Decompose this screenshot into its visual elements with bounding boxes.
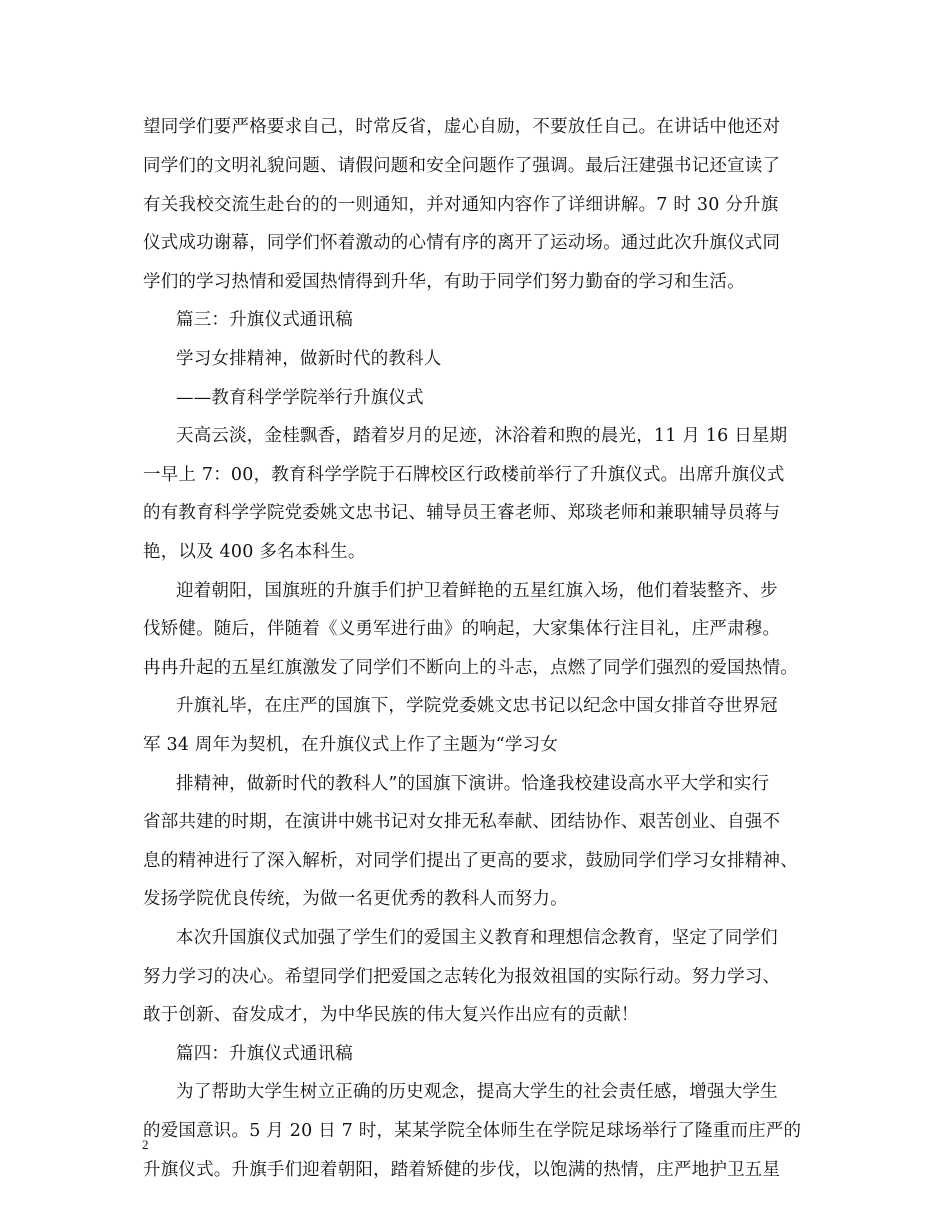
text-line: 升旗礼毕，在庄严的国旗下，学院党委姚文忠书记以纪念中国女排首夺世界冠: [176, 696, 778, 716]
text-line: 努力学习的决心。希望同学们把爱国之志转化为报效祖国的实际行动。努力学习、: [143, 967, 781, 987]
text-line: 学们的学习热情和爱国热情得到升华，有助于同学们努力勤奋的学习和生活。: [143, 272, 745, 292]
text-line: 发扬学院优良传统，为做一名更优秀的教科人而努力。: [143, 889, 568, 909]
text-line: 的爱国意识。5 月 20 日 7 时，某某学院全体师生在学院足球场举行了隆重而庄严的: [143, 1121, 802, 1141]
text-line: 本次升国旗仪式加强了学生们的爱国主义教育和理想信念教育，坚定了同学们: [176, 928, 778, 948]
text-line: 有关我校交流生赴台的的一则通知，并对通知内容作了详细讲解。7 时 30 分升旗: [143, 195, 779, 215]
text-line: 排精神，做新时代的教科人”的国旗下演讲。恰逢我校建设高水平大学和实行: [176, 774, 770, 794]
text-line: 望同学们要严格要求自己，时常反省，虚心自励，不要放任自己。在讲话中他还对: [143, 117, 781, 137]
text-line: 天高云淡，金桂飘香，踏着岁月的足迹，沐浴着和煦的晨光，11 月 16 日星期: [176, 426, 788, 446]
page-number: 2: [142, 1137, 149, 1152]
text-line: 敢于创新、奋发成才，为中华民族的伟大复兴作出应有的贡献！: [143, 1005, 639, 1025]
text-line: 迎着朝阳，国旗班的升旗手们护卫着鲜艳的五星红旗入场，他们着装整齐、步: [176, 581, 778, 601]
text-line: 一早上 7：00，教育科学学院于石牌校区行政楼前举行了升旗仪式。出席升旗仪式: [143, 465, 785, 485]
text-line: 艳，以及 400 多名本科生。: [143, 542, 366, 562]
section-heading: 篇四：升旗仪式通讯稿: [176, 1044, 353, 1064]
article-title: 学习女排精神，做新时代的教科人: [176, 349, 442, 369]
article-subtitle: ——教育科学学院举行升旗仪式: [176, 388, 424, 408]
text-line: 升旗仪式。升旗手们迎着朝阳，踏着矫健的步伐，以饱满的热情，庄严地护卫五星: [143, 1160, 781, 1180]
text-line: 军 34 周年为契机，在升旗仪式上作了主题为“学习女: [143, 735, 559, 755]
text-line: 冉冉升起的五星红旗激发了同学们不断向上的斗志，点燃了同学们强烈的爱国热情。: [143, 658, 798, 678]
section-heading: 篇三：升旗仪式通讯稿: [176, 310, 353, 330]
text-line: 伐矫健。随后，伴随着《义勇军进行曲》的响起，大家集体行注目礼，庄严肃穆。: [143, 619, 781, 639]
text-line: 息的精神进行了深入解析，对同学们提出了更高的要求，鼓励同学们学习女排精神、: [143, 851, 798, 871]
text-line: 省部共建的时期，在演讲中姚书记对女排无私奉献、团结协作、艰苦创业、自强不: [143, 812, 781, 832]
text-line: 仪式成功谢幕，同学们怀着激动的心情有序的离开了运动场。通过此次升旗仪式同: [143, 233, 781, 253]
text-line: 为了帮助大学生树立正确的历史观念，提高大学生的社会责任感，增强大学生: [176, 1082, 778, 1102]
text-line: 的有教育科学学院党委姚文忠书记、辅导员王睿老师、郑琰老师和兼职辅导员蒋与: [143, 503, 781, 523]
text-line: 同学们的文明礼貌问题、请假问题和安全问题作了强调。最后汪建强书记还宣读了: [143, 156, 781, 176]
